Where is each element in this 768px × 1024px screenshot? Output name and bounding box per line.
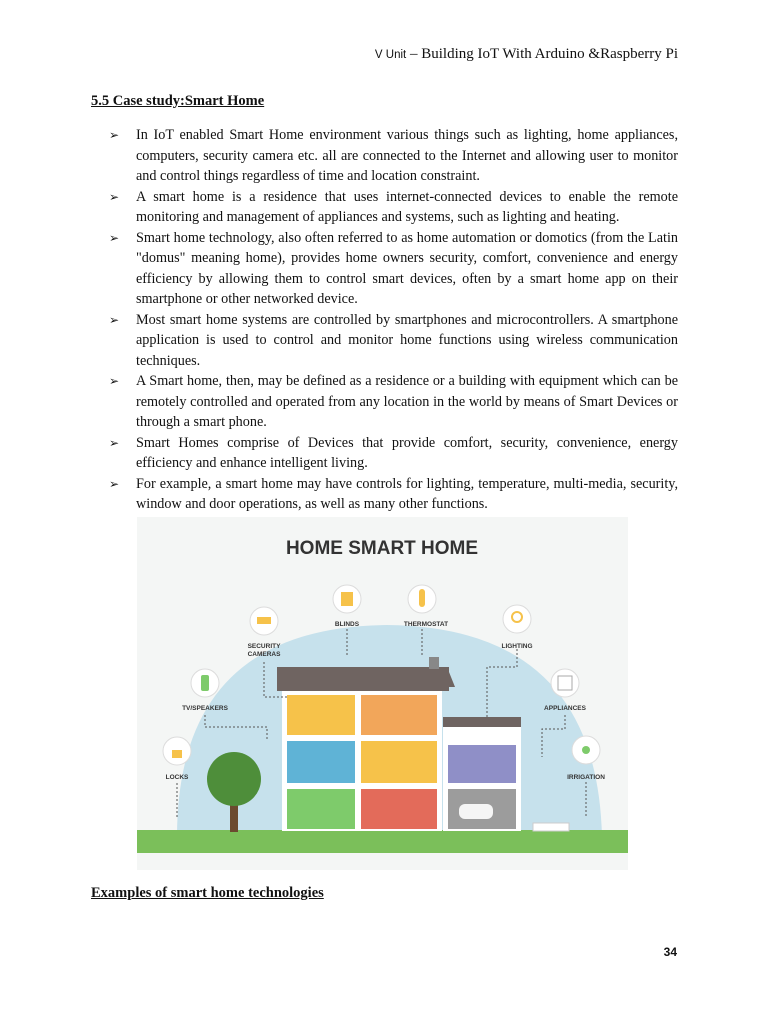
- list-item: [109, 371, 678, 433]
- bullet-text: A Smart home, then, may be defined as a residence or a building with equipment which can be remotely controlled and operated from any location in the world by means of Smart Devices or through a smart phone.: [136, 373, 678, 430]
- label-tv-speakers: TV/SPEAKERS: [182, 705, 228, 712]
- label-blinds: BLINDS: [334, 621, 360, 628]
- thermostat-glyph: [419, 589, 425, 607]
- bullet-text: Most smart home systems are controlled by smartphones and microcontrollers. A smartphone application is used to control and monitor home functions using wireless communication techniques.: [136, 311, 678, 369]
- room-living: [361, 741, 437, 783]
- label-appliances: APPLIANCES: [544, 705, 586, 712]
- grass: [137, 830, 628, 853]
- header-title: Building IoT With Arduino &Raspberry Pi: [421, 46, 678, 62]
- label-thermostat: THERMOSTAT: [403, 621, 449, 628]
- page-number: 34: [663, 945, 677, 959]
- label-security-cameras-line2: CAMERAS: [247, 651, 281, 658]
- label-security-cameras-line1: SECURITY: [247, 643, 281, 650]
- arrow-bullet-icon: ➢: [109, 189, 120, 204]
- drop-glyph: [582, 746, 590, 754]
- label-irrigation: IRRIGATION: [567, 774, 605, 781]
- header-dash: –: [406, 46, 422, 62]
- room-laundry: [448, 745, 516, 783]
- room-bath: [287, 741, 355, 783]
- label-lighting: LIGHTING: [501, 643, 533, 650]
- arrow-bullet-icon: ➢: [109, 230, 120, 245]
- footer-strip: [137, 853, 628, 870]
- bullet-list: [109, 125, 678, 515]
- lock-glyph: [172, 750, 182, 758]
- list-item: [109, 310, 678, 372]
- bullet-text: For example, a smart home may have controls for lighting, temperature, multi-media, security, window and door operations, as well as many other functions.: [136, 475, 678, 512]
- arrow-bullet-icon: ➢: [109, 435, 120, 450]
- arrow-bullet-icon: ➢: [109, 128, 120, 142]
- bullet-text: Smart home technology, also often referred to as home automation or domotics (from the Latin "domus" meaning home), provides home owners security, comfort, convenience and energy efficiency by allowing them to control smart devices, often by a smart home app on their smartphone or other networked device.: [136, 229, 678, 307]
- examples-heading: Examples of smart home technologies: [91, 885, 324, 901]
- arrow-bullet-icon: ➢: [109, 374, 120, 388]
- fence: [533, 823, 569, 831]
- washing-machine-icon: [551, 669, 579, 697]
- bullet-text: In IoT enabled Smart Home environment various things such as lighting, home appliances, computers, security camera etc. all are connected to the Internet and allowing user to monitor and control things regardless of time and location constraint.: [136, 127, 678, 184]
- label-locks: LOCKS: [165, 774, 189, 781]
- infographic-svg: [137, 517, 628, 870]
- smart-home-infographic: [137, 517, 628, 870]
- section-title: 5.5 Case study:Smart Home: [91, 93, 265, 109]
- list-item: [109, 433, 678, 474]
- list-item: [109, 125, 678, 187]
- annex-roof: [443, 717, 521, 727]
- list-item: [109, 187, 678, 228]
- room-lounge: [287, 789, 355, 829]
- arrow-bullet-icon: ➢: [109, 312, 120, 327]
- speaker-glyph: [201, 675, 209, 691]
- running-header: [375, 46, 678, 63]
- room-bedroom: [287, 695, 355, 735]
- roof-main: [277, 667, 449, 691]
- room-office: [361, 695, 437, 735]
- header-unit: V Unit: [374, 49, 407, 61]
- infographic-title: HOME SMART HOME: [285, 538, 479, 559]
- chimney: [429, 657, 439, 669]
- car: [459, 804, 493, 819]
- bullet-text: A smart home is a residence that uses internet-connected devices to enable the remote monitoring and management of appliances and systems, such as lighting and heating.: [136, 188, 678, 225]
- room-kitchen: [361, 789, 437, 829]
- camera-glyph: [257, 617, 271, 624]
- lightbulb-icon: [503, 605, 531, 633]
- bullet-text: Smart Homes comprise of Devices that provide comfort, security, convenience, energy efficiency and enhance intelligent living.: [136, 434, 678, 471]
- arrow-bullet-icon: ➢: [109, 476, 120, 491]
- list-item: [109, 474, 678, 515]
- list-item: [109, 228, 678, 310]
- tree-canopy: [207, 752, 261, 806]
- blinds-glyph: [341, 592, 353, 606]
